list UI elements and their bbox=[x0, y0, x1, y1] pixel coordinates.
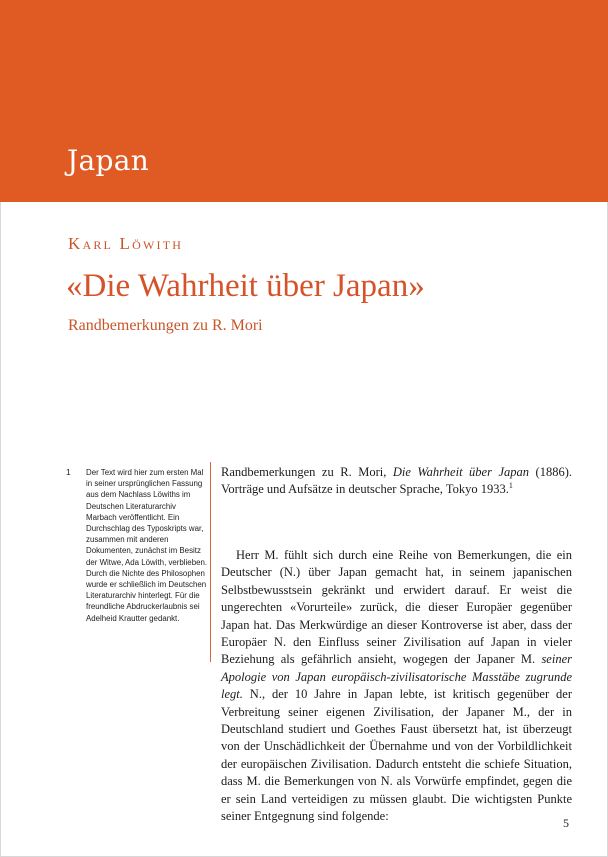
margin-divider bbox=[210, 462, 211, 662]
page-number: 5 bbox=[563, 816, 569, 830]
intro-text-start: Randbemerkungen zu R. Mori, bbox=[221, 465, 393, 479]
body-text-italic: seiner Apologie von Japan europäisch-zivilisatorische Masstäbe zugrunde legt. bbox=[221, 652, 572, 702]
article-subtitle: Randbemerkungen zu R. Mori bbox=[68, 317, 263, 334]
intro-book-title: Die Wahrheit über Japan bbox=[392, 465, 530, 479]
intro-text-end: (1886). Vorträge und Aufsätze in deutscher Sprache, Tokyo 1933. bbox=[221, 465, 572, 497]
chapter-banner bbox=[0, 0, 608, 202]
author-name: Karl Löwith bbox=[68, 234, 184, 253]
intro-paragraph bbox=[221, 464, 572, 499]
article-title: «Die Wahrheit über Japan» bbox=[66, 268, 425, 304]
footnote-reference: 1 bbox=[508, 481, 513, 491]
body-text-part2: N., der 10 Jahre in Japan lebte, ist kritisch gegenüber der Verbreitung seiner eigenen Zivilisation, der Japaner M., der in Deutschland studiert und Goethes Faust übersetzt hat, ist überzeugt von der Unschädlichkeit der Übernahme und von der Vorbildlichkeit der europäischen Zivilisation. Dadurch entsteht die schiefe Situation, dass M. die Bemerkungen von N. als Vorwürfe empfindet, gegen die er sein Land verteidigen zu müssen glaubt. Die wichtigsten Punkte seiner Entgegnung sind folgende: bbox=[221, 687, 572, 824]
footnote-text: Der Text wird hier zum ersten Mal in seiner ursprünglichen Fassung aus dem Nachlass Löwiths im Deutschen Literaturarchiv Marbach veröffentlicht. Ein Durchschlag des Typoskripts war, zusammen mit anderen Dokumenten, zunächst im Besitz der Witwe, Ada Löwith, verblieben. Durch die Nichte des Philosophen wurde er schließlich im Deutschen Literaturarchiv hinterlegt. Für die freundliche Abdruckerlaubnis sei Adelheid Krautter gedankt. bbox=[86, 468, 208, 623]
chapter-title: Japan bbox=[67, 144, 150, 177]
body-text-part1: Herr M. fühlt sich durch eine Reihe von Bemerkungen, die ein Deutscher (N.) über Japan gemacht hat, in seinem japanischen Selbstbewusstsein gekränkt und erwidert darauf. Er weist die ungerechten «Vorurteile» zurück, die dieser Europäer gegenüber Japan hat. Das Merkwürdige an dieser Kontroverse ist aber, dass der Europäer N. den Einfluss seiner Zivilisation auf Japan in vieler Beziehung als gefährlich ansieht, wogegen der Japaner M. bbox=[221, 548, 572, 667]
body-paragraph bbox=[221, 547, 572, 826]
footnote-number: 1 bbox=[66, 467, 71, 477]
